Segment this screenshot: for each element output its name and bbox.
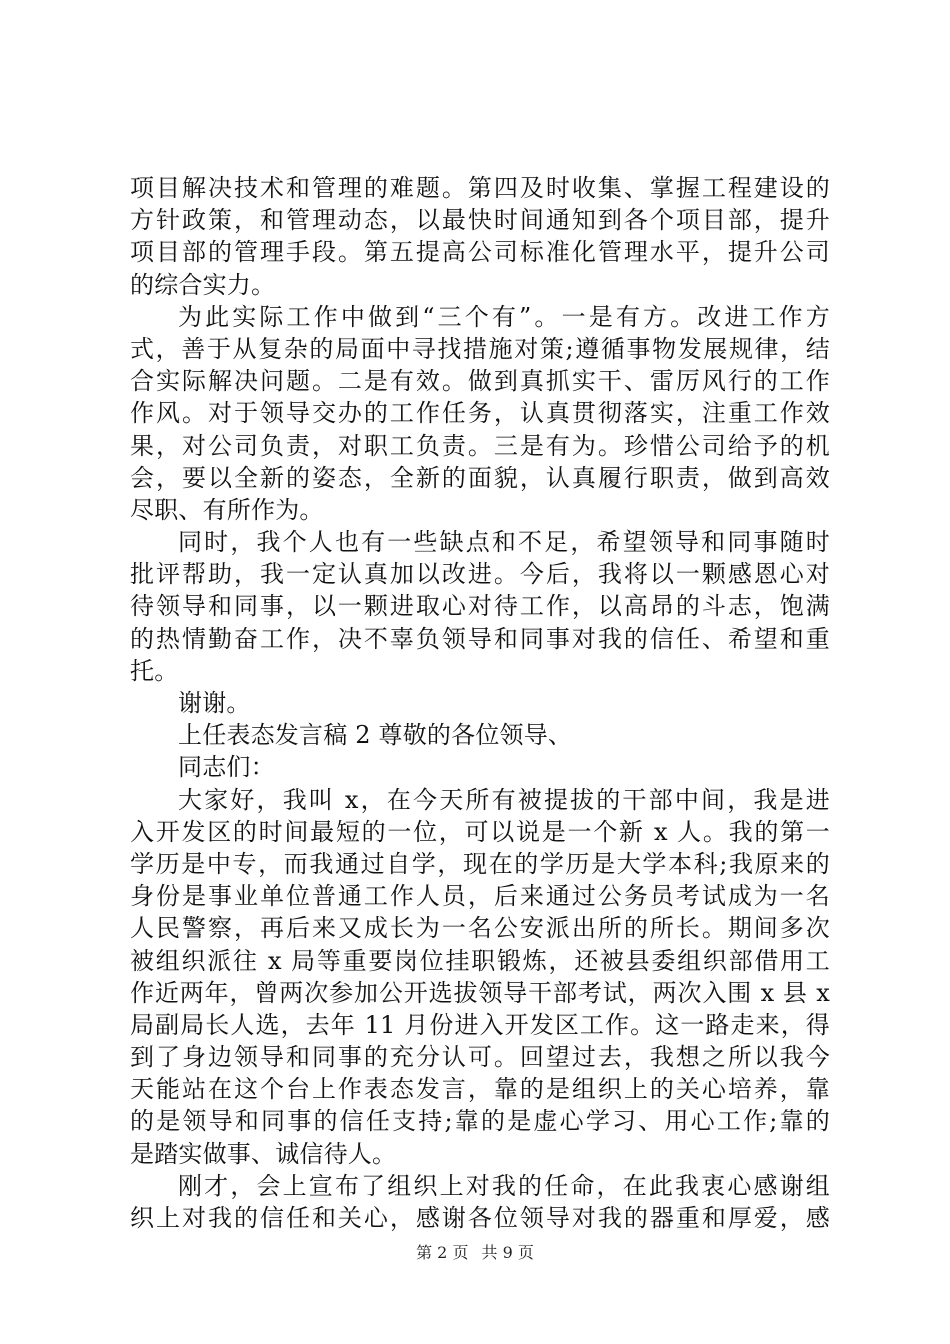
text-line: 大家好，我叫 x，在今天所有被提拔的干部中间，我是进 — [178, 785, 830, 814]
text-line: 项目部的管理手段。第五提高公司标准化管理水平，提升公司 — [130, 238, 830, 267]
text-line: 托。 — [130, 656, 179, 685]
page-footer — [0, 1243, 950, 1263]
text-line: 的是领导和同事的信任支持;靠的是虚心学习、用心工作;靠的 — [130, 1107, 830, 1136]
text-line: 的综合实力。 — [130, 270, 276, 299]
page-total: 共 9 页 — [481, 1243, 534, 1262]
text-line: 人民警察，再后来又成长为一名公安派出所的所长。期间多次 — [130, 914, 830, 943]
text-line: 尽职、有所作为。 — [130, 495, 324, 524]
text-line: 合实际解决问题。二是有效。做到真抓实干、雷厉风行的工作 — [130, 367, 830, 396]
text-line: 刚才，会上宣布了组织上对我的任命，在此我衷心感谢组 — [178, 1171, 830, 1200]
text-line: 作近两年，曾两次参加公开选拔领导干部考试，两次入围 x 县 x — [130, 978, 830, 1007]
text-line: 上任表态发言稿 2 尊敬的各位领导、 — [178, 721, 573, 750]
text-line: 批评帮助，我一定认真加以改进。今后，我将以一颗感恩心对 — [130, 560, 830, 589]
text-line: 是踏实做事、诚信待人。 — [130, 1139, 397, 1168]
text-line: 作风。对于领导交办的工作任务，认真贯彻落实，注重工作效 — [130, 399, 830, 428]
text-line: 待领导和同事，以一颗进取心对待工作，以高昂的斗志，饱满 — [130, 592, 830, 621]
text-line: 到了身边领导和同事的充分认可。回望过去，我想之所以我今 — [130, 1043, 830, 1072]
text-line: 局副局长人选，去年 11 月份进入开发区工作。这一路走来，得 — [130, 1010, 830, 1039]
text-line: 学历是中专，而我通过自学，现在的学历是大学本科;我原来的 — [130, 849, 830, 878]
document-body — [130, 172, 830, 1234]
text-line: 同志们： — [178, 753, 275, 782]
text-line: 方针政策，和管理动态，以最快时间通知到各个项目部，提升 — [130, 206, 830, 235]
text-line: 式，善于从复杂的局面中寻找措施对策;遵循事物发展规律，结 — [130, 334, 830, 363]
text-line: 谢谢。 — [178, 689, 251, 717]
text-line: 入开发区的时间最短的一位，可以说是一个新 x 人。我的第一 — [130, 817, 830, 846]
text-line: 天能站在这个台上作表态发言，靠的是组织上的关心培养，靠 — [130, 1075, 830, 1104]
text-line: 身份是事业单位普通工作人员，后来通过公务员考试成为一名 — [130, 882, 830, 911]
text-line: 果，对公司负责，对职工负责。三是有为。珍惜公司给予的机 — [130, 431, 830, 460]
text-line: 同时，我个人也有一些缺点和不足，希望领导和同事随时 — [178, 528, 830, 557]
text-line: 项目解决技术和管理的难题。第四及时收集、掌握工程建设的 — [130, 174, 830, 202]
text-line: 为此实际工作中做到“三个有”。一是有方。改进工作方 — [178, 302, 830, 331]
text-line: 会，要以全新的姿态，全新的面貌，认真履行职责，做到高效 — [130, 463, 830, 492]
text-line: 织上对我的信任和关心，感谢各位领导对我的器重和厚爱，感 — [130, 1204, 830, 1232]
text-line: 被组织派往 x 局等重要岗位挂职锻炼，还被县委组织部借用工 — [130, 946, 830, 975]
page-number: 第 2 页 — [416, 1243, 469, 1262]
text-line: 的热情勤奋工作，决不辜负领导和同事对我的信任、希望和重 — [130, 624, 830, 653]
